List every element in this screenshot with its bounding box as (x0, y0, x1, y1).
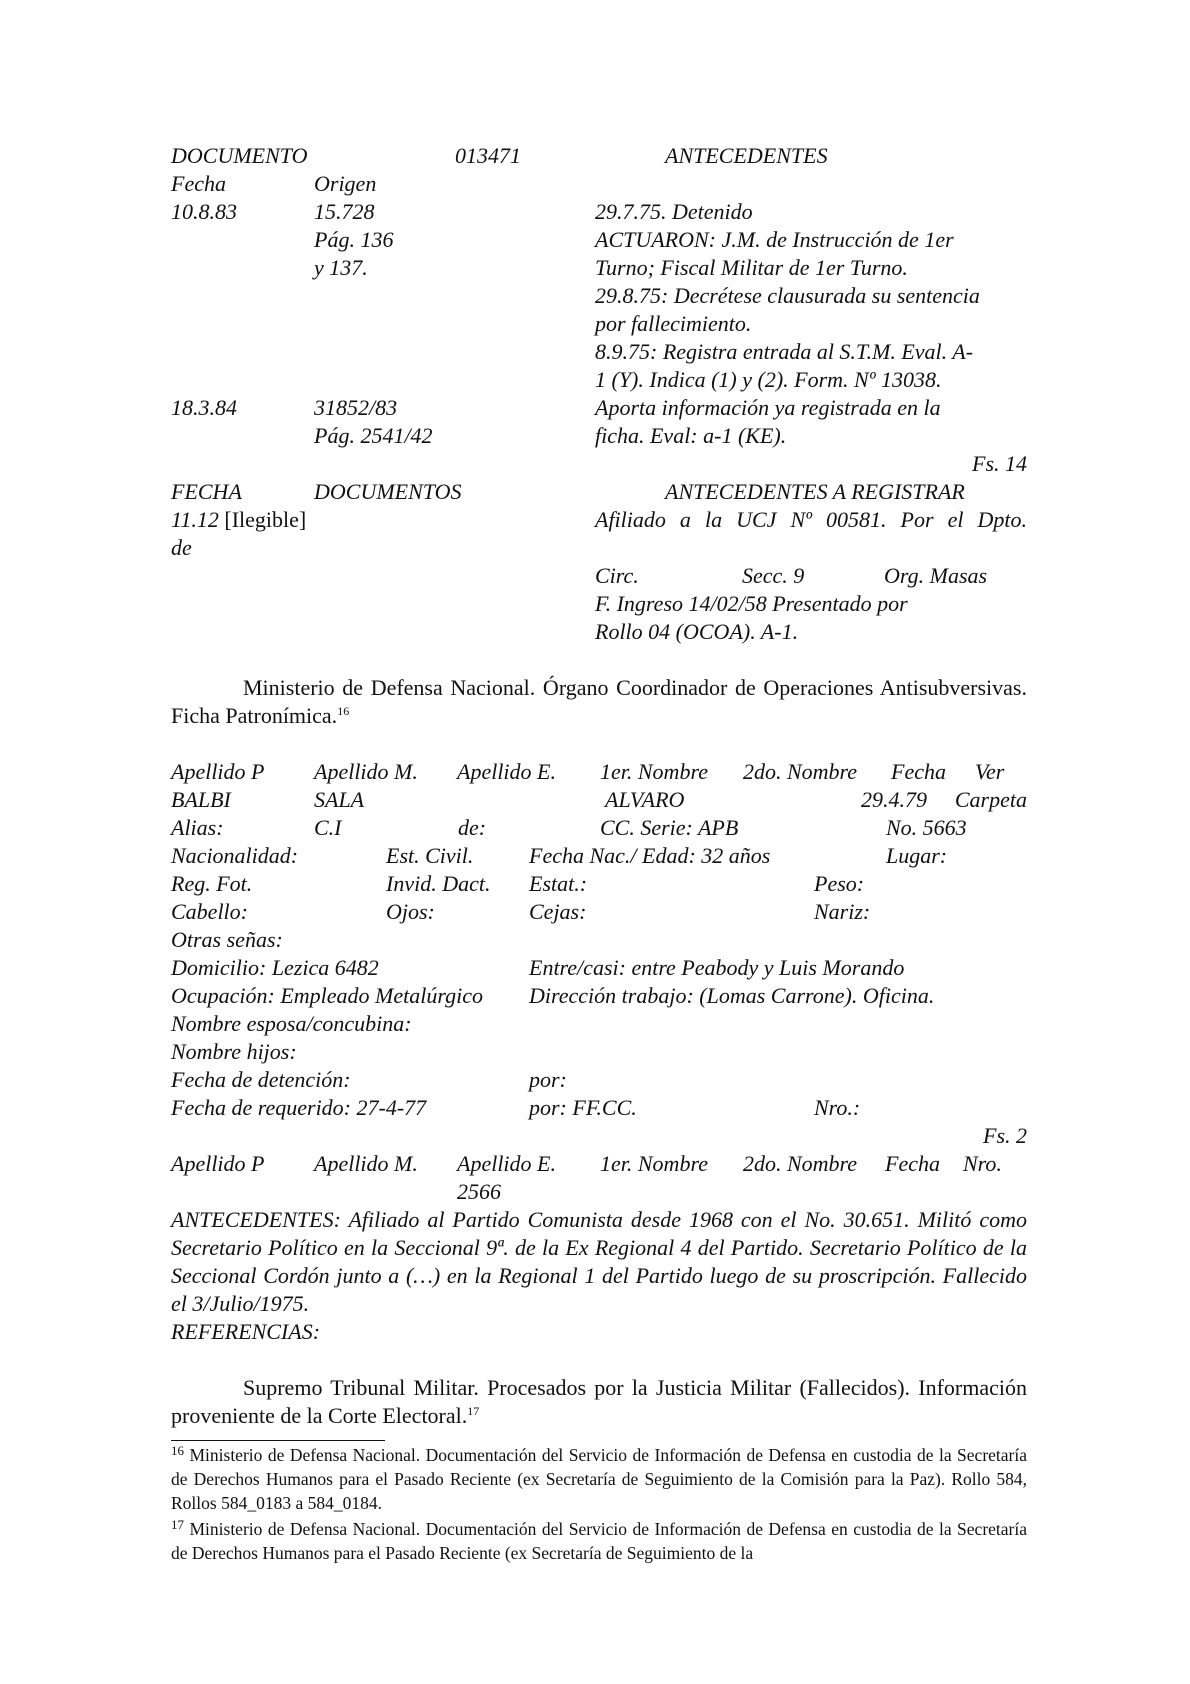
entry1-text-5: por fallecimiento. (595, 311, 752, 336)
entry3-text-1: Afiliado a la UCJ Nº 00581. Por el Dpto. (595, 507, 1027, 532)
fecha-label: Fecha (171, 171, 226, 196)
lugar-label: Lugar: (886, 843, 948, 868)
ficha1-requerido-row (171, 1094, 1027, 1122)
domicilio: Domicilio: Lezica 6482 (171, 955, 379, 980)
col2-apellido-e: Apellido E. (457, 1151, 556, 1176)
entry3-circ: Circ. (595, 563, 639, 588)
footnote-ref-16: 16 (337, 704, 350, 718)
col-2do-nombre: 2do. Nombre (743, 759, 858, 784)
entry1-fecha: 10.8.83 (171, 199, 237, 224)
entry3-line-4 (171, 590, 1027, 618)
ficha1-otras-row (171, 926, 1027, 954)
entry2-fecha: 18.3.84 (171, 395, 237, 420)
subheader-row (171, 170, 1027, 198)
paragraph-supremo-tribunal: Supremo Tribunal Militar. Procesados por la Justicia Militar (Fallecidos). Información proveniente de la Corte Electoral.$^{17}$ (171, 1375, 1027, 1428)
entry2-line-2 (171, 422, 1027, 450)
entry2-text-1: Aporta información ya registrada en la (595, 395, 941, 420)
peso-label: Peso: (814, 871, 865, 896)
fs2-row (171, 1122, 1027, 1150)
entre-calles: Entre/casi: entre Peabody y Luis Morando (529, 955, 905, 980)
col2-apellido-p: Apellido P (171, 1151, 265, 1176)
entry1-line-2 (171, 226, 1027, 254)
footnote-ref-17: 17 (467, 1404, 480, 1418)
entry3-text-4: Rollo 04 (OCOA). A-1. (595, 619, 799, 644)
footnote-16: $^{16}$ Ministerio de Defensa Nacional. Documentación del Servicio de Información de Defensa en custodia de la Secretaría de Derechos Humanos para el Pasado Reciente (ex Secretaría de Seguimiento de la Comisión para la Paz). Rollo 584, Rollos 584_0183 a 584_0184. (171, 1443, 1028, 1513)
origen-label: Origen (314, 171, 377, 196)
fs14-row (171, 450, 1027, 478)
ficha1-ocupacion-row (171, 982, 1027, 1010)
entry3-org: Org. Masas (884, 563, 988, 588)
col2-1er-nombre: 1er. Nombre (600, 1151, 708, 1176)
fecha-header: FECHA (171, 479, 242, 504)
entry3-text-3: F. Ingreso 14/02/58 Presentado por (595, 591, 908, 616)
entry1-line-3 (171, 254, 1027, 282)
folio-fs14: Fs. 14 (972, 451, 1027, 476)
alias-label: Alias: (171, 815, 224, 840)
cc-serie: CC. Serie: APB (600, 815, 739, 840)
entry2-line-1 (171, 394, 1027, 422)
carpeta-label: Carpeta (954, 787, 1027, 812)
direccion-trabajo: Dirección trabajo: (Lomas Carrone). Oficina. (529, 983, 935, 1008)
paragraph-ficha-patronimica: Ministerio de Defensa Nacional. Órgano Coordinador de Operaciones Antisubversivas. Ficha Patronímica.$^{16}$ (171, 675, 1027, 728)
ficha1-headers (171, 758, 1027, 786)
antecedentes-registrar-header: ANTECEDENTES A REGISTRAR (665, 479, 965, 504)
entry1-line-7 (171, 366, 1027, 394)
entry1-text-7: 1 (Y). Indica (1) y (2). Form. Nº 13038. (595, 367, 942, 392)
document-page (171, 142, 1027, 1565)
nombre-hijos-label: Nombre hijos: (171, 1039, 297, 1064)
fecha-detencion-label: Fecha de detención: (171, 1067, 351, 1092)
ficha1-esposa-row (171, 1010, 1027, 1038)
col-ver: Ver (975, 759, 1005, 784)
ojos-label: Ojos: (386, 899, 435, 924)
apellido-p-value: BALBI (171, 787, 231, 812)
ficha2-antecedentes: ANTECEDENTES: Afiliado al Partido Comunista desde 1968 con el No. 30.651. Militó como Secretario Político en la Seccional 9ª. de la Ex Regional 4 del Partido. Secretario Político de la Seccional Cordón junto a (…) en la Regional 1 del Partido luego de su proscripción. Fallecido el 3/Julio/1975. (171, 1207, 1027, 1316)
carpeta-number: No. 5663 (886, 815, 967, 840)
col2-apellido-m: Apellido M. (314, 1151, 418, 1176)
entry3-line-3 (171, 562, 1027, 590)
documentos-header: DOCUMENTOS (314, 479, 462, 504)
documento-number: 013471 (455, 143, 521, 168)
cejas-label: Cejas: (529, 899, 587, 924)
entry2-origen-2: Pág. 2541/42 (314, 423, 433, 448)
entry1-line-4 (171, 282, 1027, 310)
col-fecha: Fecha (891, 759, 946, 784)
entry3-fecha: 11.12 (171, 507, 219, 532)
antecedentes-label: ANTECEDENTES (665, 143, 828, 168)
col-apellido-m: Apellido M. (314, 759, 418, 784)
documento-label: DOCUMENTO (171, 143, 308, 168)
apellido-m-value: SALA (314, 787, 365, 812)
ficha2-referencias-row (171, 1318, 1027, 1346)
header2-row (171, 478, 1027, 506)
referencias-label: REFERENCIAS: (171, 1319, 321, 1344)
ficha1-nac-row (171, 842, 1027, 870)
entry1-text-6: 8.9.75: Registra entrada al S.T.M. Eval. A- (595, 339, 974, 364)
ficha2-headers (171, 1150, 1027, 1178)
ficha2-num-row (171, 1178, 1027, 1206)
ficha1-name-row (171, 786, 1027, 814)
entry1-line-6 (171, 338, 1027, 366)
entry3-line-5 (171, 618, 1027, 646)
col-1er-nombre: 1er. Nombre (600, 759, 708, 784)
entry1-text-1: 29.7.75. Detenido (595, 199, 753, 224)
invid-dact-label: Invid. Dact. (386, 871, 491, 896)
folio-fs2: Fs. 2 (983, 1123, 1027, 1148)
ci-label: C.I (314, 815, 342, 840)
cabello-label: Cabello: (171, 899, 248, 924)
col2-fecha: Fecha (885, 1151, 940, 1176)
ficha1-cabello-row (171, 898, 1027, 926)
entry3-line-1 (171, 506, 1027, 534)
por-detencion-label: por: (529, 1067, 567, 1092)
ficha1-reg-row (171, 870, 1027, 898)
ficha1-alias-row (171, 814, 1027, 842)
ficha1-domicilio-row (171, 954, 1027, 982)
nariz-label: Nariz: (814, 899, 871, 924)
de-label: de: (458, 815, 487, 840)
entry1-line-1 (171, 198, 1027, 226)
footnote-17: $^{17}$ Ministerio de Defensa Nacional. Documentación del Servicio de Información de Defensa en custodia de la Secretaría de Derechos Humanos para el Pasado Reciente (ex Secretaría de Seguimiento de la (171, 1517, 1028, 1563)
entry2-origen-1: 31852/83 (314, 395, 398, 420)
entry1-text-4: 29.8.75: Decrétese clausurada su sentencia (595, 283, 980, 308)
fecha-nac-edad: Fecha Nac./ Edad: 32 años (529, 843, 771, 868)
col-apellido-p: Apellido P (171, 759, 265, 784)
entry3-line-2 (171, 534, 1027, 562)
ficha1-detencion-row (171, 1066, 1027, 1094)
ficha1-hijos-row (171, 1038, 1027, 1066)
estat-label: Estat.: (529, 871, 588, 896)
nro-label: Nro.: (814, 1095, 861, 1120)
col2-2do-nombre: 2do. Nombre (743, 1151, 858, 1176)
entry3-de: de (171, 535, 192, 560)
entry1-line-5 (171, 310, 1027, 338)
col-apellido-e: Apellido E. (457, 759, 556, 784)
ficha2-number: 2566 (457, 1179, 501, 1204)
footnote-separator (171, 1440, 385, 1441)
entry1-text-3: Turno; Fiscal Militar de 1er Turno. (595, 255, 908, 280)
header-row (171, 142, 1027, 170)
nombre-value: ALVARO (605, 787, 685, 812)
entry2-text-2: ficha. Eval: a-1 (KE). (595, 423, 787, 448)
reg-fot-label: Reg. Fot. (171, 871, 253, 896)
fecha-requerido: Fecha de requerido: 27-4-77 (171, 1095, 427, 1120)
nacionalidad-label: Nacionalidad: (171, 843, 299, 868)
ocupacion: Ocupación: Empleado Metalúrgico (171, 983, 483, 1008)
otras-senas-label: Otras señas: (171, 927, 283, 952)
entry1-origen-3: y 137. (314, 255, 368, 280)
entry3-secc: Secc. 9 (742, 563, 805, 588)
entry1-text-2: ACTUARON: J.M. de Instrucción de 1er (595, 227, 954, 252)
por-requerido: por: FF.CC. (529, 1095, 637, 1120)
fecha-value: 29.4.79 (861, 787, 927, 812)
nombre-esposa-label: Nombre esposa/concubina: (171, 1011, 412, 1036)
entry3-illegible: [Ilegible] (224, 507, 307, 532)
col2-nro: Nro. (963, 1151, 1002, 1176)
est-civil-label: Est. Civil. (386, 843, 474, 868)
entry1-origen-1: 15.728 (314, 199, 375, 224)
entry1-origen-2: Pág. 136 (314, 227, 394, 252)
